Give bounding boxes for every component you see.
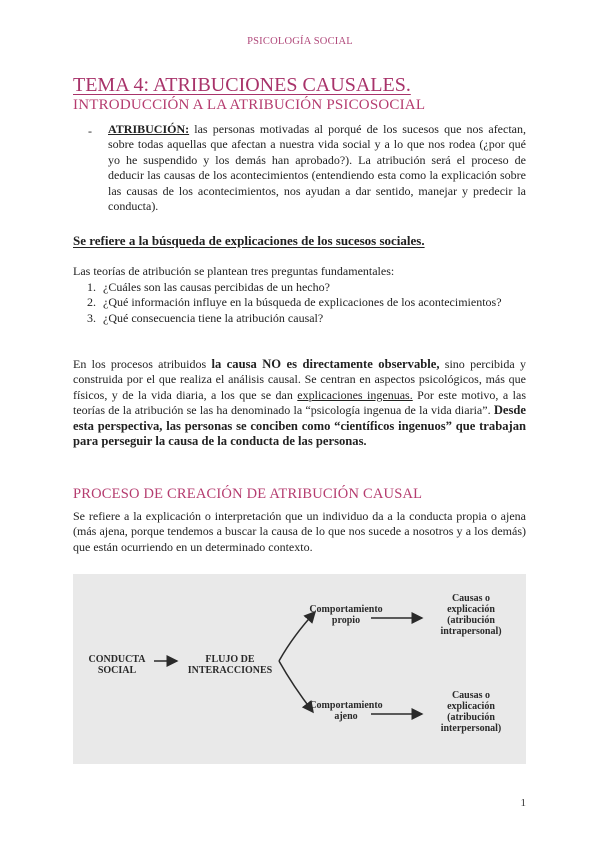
list-item: 2. ¿Qué información influye en la búsqueda de explicaciones de los acontecimientos? — [87, 295, 502, 310]
node-comportamiento-propio: Comportamiento propio — [309, 604, 383, 626]
node-conducta-social: CONDUCTA SOCIAL — [88, 654, 146, 676]
page-number: 1 — [520, 797, 526, 809]
running-header: PSICOLOGÍA SOCIAL — [247, 36, 353, 47]
theories-intro: Las teorías de atribución se plantean tres preguntas fundamentales: — [73, 264, 395, 278]
node-flujo-interacciones: FLUJO DE INTERACCIONES — [187, 654, 273, 676]
list-item: 3. ¿Qué consecuencia tiene la atribución causal? — [87, 310, 324, 325]
node-comportamiento-ajeno: Comportamiento ajeno — [309, 700, 383, 722]
questions-list — [73, 280, 526, 326]
node-atribucion-interpersonal: Causas o explicación (atribución interpersonal) — [440, 690, 502, 734]
node-atribucion-intrapersonal: Causas o explicación (atribución intrapersonal) — [440, 593, 502, 637]
paragraph-atribuidos: En los procesos atribuidos la causa NO es directamente observable, sino percibida y construida por el que realiza el análisis causal. Se centran en aspectos psicológicos, más que físicos, y de la vida diaria, a los que se dan explicaciones ingenuas. Por este motivo, a las teorías de la atribución se las ha denominado la “psicología ingenua de la vida diaria”. Desde esta perspectiva, las personas se conciben como “científicos ingenuos” que trabajan para perseguir la causa de la conducta de las personas. — [73, 357, 526, 449]
section-heading-proceso: PROCESO DE CREACIÓN DE ATRIBUCIÓN CAUSAL — [73, 486, 423, 502]
atribucion-definition — [108, 122, 526, 214]
key-statement: Se refiere a la búsqueda de explicaciones de los sucesos sociales. — [73, 233, 425, 248]
page-title: TEMA 4: ATRIBUCIONES CAUSALES. — [73, 74, 411, 96]
paragraph-proceso: Se refiere a la explicación o interpretación que un individuo da a la conducta propia o ajena (más ajena, porque tendemos a buscar la causa de lo que nos sucede a nosotros y a los demás) que están ocurriendo en un determinado contexto. — [73, 509, 526, 554]
list-item: 1. ¿Cuáles son las causas percibidas de un hecho? — [87, 280, 330, 294]
bullet-marker: - — [88, 124, 92, 138]
section-heading-intro: INTRODUCCIÓN A LA ATRIBUCIÓN PSICOSOCIAL — [73, 97, 426, 113]
atribucion-term: ATRIBUCIÓN: — [108, 122, 190, 136]
attribution-flow-diagram — [73, 574, 526, 764]
atribucion-text: las personas motivadas al porqué de los sucesos que nos afectan, sobre todas aquellas que afectan a nuestra vida social y a lo que nos rodea (¿por qué yo he suspendido y los demás han aprobado?). La atribución será el proceso de deducir las causas de los acontecimientos (entendiendo esta como la explicación sobre las causas de los acontecimientos, nos ayudan a dar sentido, manejar y predecir la conducta). — [108, 122, 526, 214]
